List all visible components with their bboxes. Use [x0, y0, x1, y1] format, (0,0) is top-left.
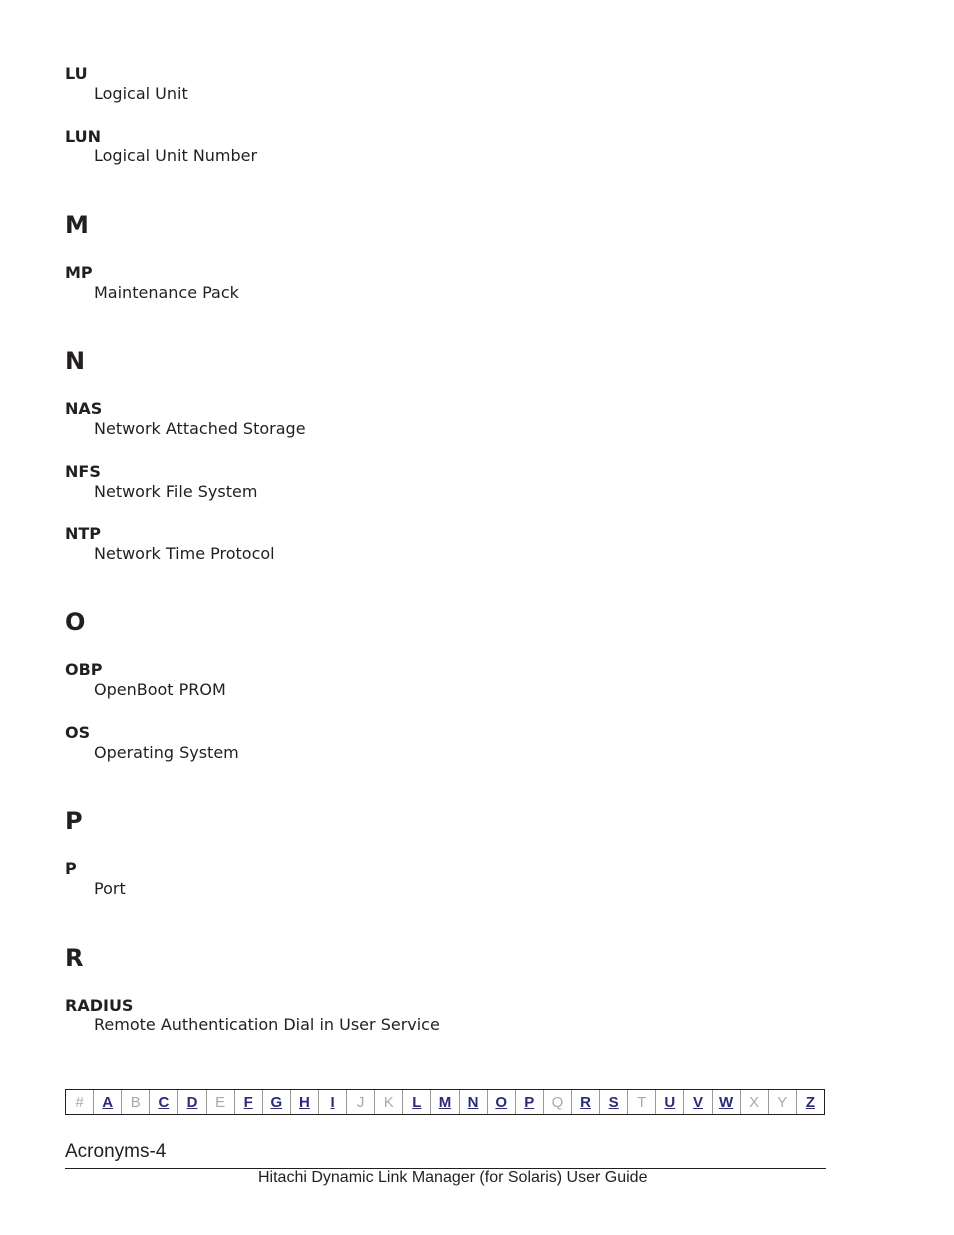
alpha-nav-y-link: Y: [769, 1090, 797, 1114]
alpha-nav-n-link[interactable]: N: [460, 1090, 488, 1114]
alpha-nav-i-link[interactable]: I: [319, 1090, 347, 1114]
definition-nas: Network Attached Storage: [94, 419, 306, 438]
alpha-nav-a-link[interactable]: A: [94, 1090, 122, 1114]
term-os: OS: [65, 723, 91, 742]
alpha-nav-w-link[interactable]: W: [713, 1090, 741, 1114]
definition-os: Operating System: [94, 743, 239, 762]
section-heading-o: O: [65, 608, 86, 636]
term-lu: LU: [65, 64, 88, 83]
alpha-nav-x-link: X: [741, 1090, 769, 1114]
term-ntp: NTP: [65, 524, 102, 543]
definition-radius: Remote Authentication Dial in User Service: [94, 1015, 440, 1034]
alpha-nav-b-link: B: [122, 1090, 150, 1114]
alpha-nav-v-link[interactable]: V: [684, 1090, 712, 1114]
definition-lu: Logical Unit: [94, 84, 188, 103]
term-nas: NAS: [65, 399, 103, 418]
definition-mp: Maintenance Pack: [94, 283, 239, 302]
alpha-nav-p-link[interactable]: P: [516, 1090, 544, 1114]
alpha-nav-o-link[interactable]: O: [488, 1090, 516, 1114]
term-nfs: NFS: [65, 462, 101, 481]
alpha-nav-m-link[interactable]: M: [431, 1090, 459, 1114]
alpha-nav-e-link: E: [207, 1090, 235, 1114]
section-heading-m: M: [65, 211, 89, 239]
alpha-nav-s-link[interactable]: S: [600, 1090, 628, 1114]
definition-obp: OpenBoot PROM: [94, 680, 226, 699]
alpha-nav-h-link[interactable]: H: [291, 1090, 319, 1114]
definition-nfs: Network File System: [94, 482, 258, 501]
page-number-label: Acronyms-4: [65, 1141, 167, 1162]
alpha-nav-u-link[interactable]: U: [656, 1090, 684, 1114]
section-heading-r: R: [65, 944, 84, 972]
term-mp: MP: [65, 263, 93, 282]
alpha-nav-r-link[interactable]: R: [572, 1090, 600, 1114]
alpha-nav-k-link: K: [375, 1090, 403, 1114]
footer-book-title: Hitachi Dynamic Link Manager (for Solaris) User Guide: [258, 1169, 648, 1186]
alpha-nav-t-link: T: [628, 1090, 656, 1114]
alpha-nav-q-link: Q: [544, 1090, 572, 1114]
term-p: P: [65, 859, 77, 878]
term-radius: RADIUS: [65, 996, 134, 1015]
definition-ntp: Network Time Protocol: [94, 544, 275, 563]
alpha-nav-l-link[interactable]: L: [403, 1090, 431, 1114]
alpha-nav-z-link[interactable]: Z: [805, 1093, 815, 1111]
alpha-nav-hash-link: #: [66, 1090, 94, 1114]
alpha-nav-f-link[interactable]: F: [235, 1090, 263, 1114]
term-lun: LUN: [65, 127, 102, 146]
alpha-nav-c-link[interactable]: C: [150, 1090, 178, 1114]
term-obp: OBP: [65, 660, 103, 679]
section-heading-p: P: [65, 807, 83, 835]
definition-lun: Logical Unit Number: [94, 146, 258, 165]
section-heading-n: N: [65, 347, 86, 375]
definition-p: Port: [94, 879, 126, 898]
alpha-nav-g-link[interactable]: G: [263, 1090, 291, 1114]
alpha-nav-j-link: J: [347, 1090, 375, 1114]
alpha-nav-d-link[interactable]: D: [178, 1090, 206, 1114]
alphabet-index-nav: [65, 1089, 825, 1115]
